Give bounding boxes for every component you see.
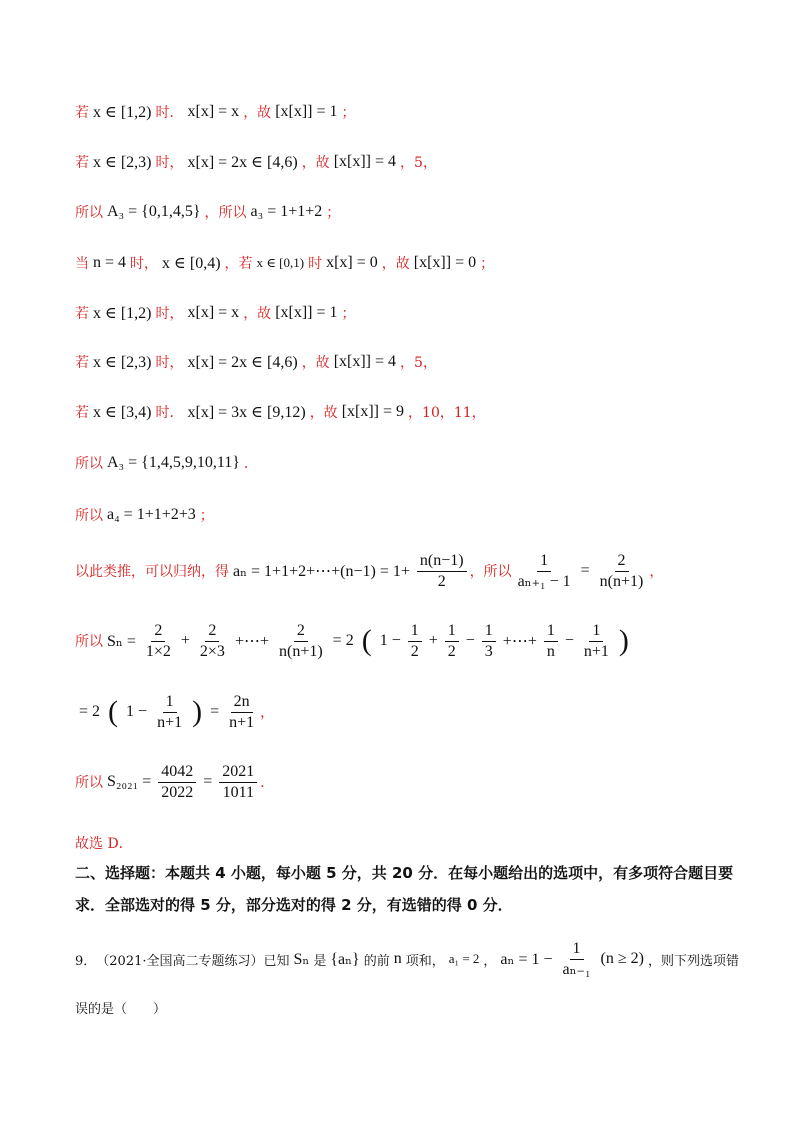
fraction: $\frac{1}{2}$ — [408, 622, 422, 660]
solution-line-8: 所以 A₃ = {1,4,5,9,10,11} ． — [75, 454, 258, 472]
solution-line-5: 若 x ∈ [1,2) 时， x[x] = x ，故 [x[x]] = 1 ； — [75, 304, 356, 322]
solution-line-4: 当 n = 4 时， x ∈ [0,4) ，若 x ∈ [0,1) 时 x[x] = 0 ，故 [x[x]] = 0 ； — [75, 254, 495, 272]
math: x[x] = 2x ∈ [4,6) — [187, 154, 298, 171]
math: x ∈ [2,3) — [93, 154, 152, 171]
math: [x[x]] = 4 — [333, 153, 397, 170]
question-9-line-2: 误的是（ ） — [75, 1002, 167, 1017]
math: x ∈ [1,2) — [93, 104, 152, 121]
fraction: $\frac{2n}{n+1}$ — [229, 693, 255, 731]
math: x ∈ [3,4) — [93, 404, 152, 421]
math: [x[x]] = 1 — [275, 103, 338, 120]
math: [x[x]] = 0 — [413, 254, 477, 271]
math: n = 4 — [93, 254, 127, 271]
fraction: $\frac{1}{n+1}$ — [583, 622, 609, 660]
fraction: $\frac{4042}{2022}$ — [158, 763, 196, 801]
math: x[x] = 0 — [326, 254, 378, 271]
fraction: $\frac{2}{n(n+1)}$ — [599, 552, 644, 590]
math: [x[x]] = 4 — [333, 353, 397, 370]
solution-line-9: 所以 a₄ = 1+1+2+3 ； — [75, 506, 214, 524]
sum-line-2: = 2 ( 1 − $\frac{1}{n+1}$ ) = $\frac{2n}{n+1}$ ， — [79, 693, 275, 731]
s2021-line: 所以 S₂₀₂₁ = $\frac{4042}{2022}$ = $\frac{2021}{1011}$ ． — [75, 763, 275, 801]
answer-choice: 故选 D． — [75, 836, 133, 852]
fraction: $\frac{n(n-1)}{2}$ — [417, 552, 467, 590]
math: x[x] = x — [187, 103, 240, 120]
math: a₃ = 1+1+2 — [250, 203, 323, 220]
math: x ∈ [1,2) — [93, 305, 152, 322]
induction-line: 以此类推，可以归纳，得 aₙ = 1+1+2+⋯+(n−1) = 1+ $\frac{n(n-1)}{2}$ ，所以 $\frac{1}{\text{aₙ₊₁ − 1}}$ = $\frac{2}{n(n+1)}$ ， — [75, 552, 664, 590]
math: x ∈ [0,1) — [256, 255, 305, 270]
question-9: 9． （2021·全国高二专题练习）已知 Sₙ 是 {aₙ} 的前 n 项和， a₁ = 2 ， aₙ = 1 − $\frac{1}{\text{aₙ₋₁}}$ (n ≥ 2) ，则下列选项错 — [75, 940, 739, 978]
fraction: $\frac{2}{2\times 3}$ — [199, 622, 225, 660]
math: aₙ = 1+1+2+⋯+(n−1) = 1+ — [233, 563, 410, 581]
fraction: $\frac{1}{2}$ — [445, 622, 459, 660]
solution-line-3: 所以 A₃ = {0,1,4,5} ，所以 a₃ = 1+1+2 ； — [75, 203, 341, 221]
fraction: $\frac{1}{3}$ — [482, 622, 496, 660]
math: x ∈ [2,3) — [93, 354, 152, 371]
math: x[x] = 3x ∈ [9,12) — [187, 404, 306, 421]
fraction: $\frac{1}{\text{aₙ₊₁ − 1}}$ — [517, 552, 571, 590]
fraction: $\frac{1}{\text{aₙ₋₁}}$ — [562, 940, 591, 978]
section-title: 二、选择题：本题共 4 小题，每小题 5 分，共 20 分．在每小题给出的选项中，有多项符合题目要求．全部选对的得 5 分，部分选对的得 2 分，有选错的得 0 分． — [75, 864, 734, 914]
math: x ∈ [0,4) — [162, 255, 221, 272]
solution-line-1: 若 x ∈ [1,2) 时． x[x] = x ，故 [x[x]] = 1 ； — [75, 103, 356, 121]
math: A₃ = {0,1,4,5} — [107, 203, 201, 220]
solution-line-2: 若 x ∈ [2,3) 时， x[x] = 2x ∈ [4,6) ，故 [x[x]] = 4 ，5， — [75, 153, 437, 171]
math: A₃ = {1,4,5,9,10,11} — [107, 454, 240, 471]
solution-line-6: 若 x ∈ [2,3) 时， x[x] = 2x ∈ [4,6) ，故 [x[x]] = 4 ，5， — [75, 353, 437, 371]
fraction: $\frac{2021}{1011}$ — [219, 763, 257, 801]
math: [x[x]] = 9 — [341, 403, 405, 420]
math: x[x] = 2x ∈ [4,6) — [187, 354, 298, 371]
fraction: $\frac{1}{n+1}$ — [157, 693, 183, 731]
math: x[x] = x — [187, 304, 240, 321]
math: [x[x]] = 1 — [275, 304, 338, 321]
fraction: $\frac{2}{1\times 2}$ — [145, 622, 171, 660]
fraction: $\frac{2}{n(n+1)}$ — [278, 622, 323, 660]
math: a₄ = 1+1+2+3 — [107, 506, 196, 523]
solution-line-7: 若 x ∈ [3,4) 时． x[x] = 3x ∈ [9,12) ，故 [x[x]] = 9 ，10，11， — [75, 403, 486, 421]
fraction: $\frac{1}{n}$ — [544, 622, 558, 660]
sum-line: 所以 Sₙ = $\frac{2}{1\times 2}$ + $\frac{2}{2\times 3}$ +⋯+ $\frac{2}{n(n+1)}$ = 2 ( 1 − $\frac{1}{2}$ + $\frac{1}{2}$ − $\frac{1}{3}$ +⋯+ $\frac{1}{n}$ − $\frac{1}{n+1}$ ) — [75, 622, 629, 660]
